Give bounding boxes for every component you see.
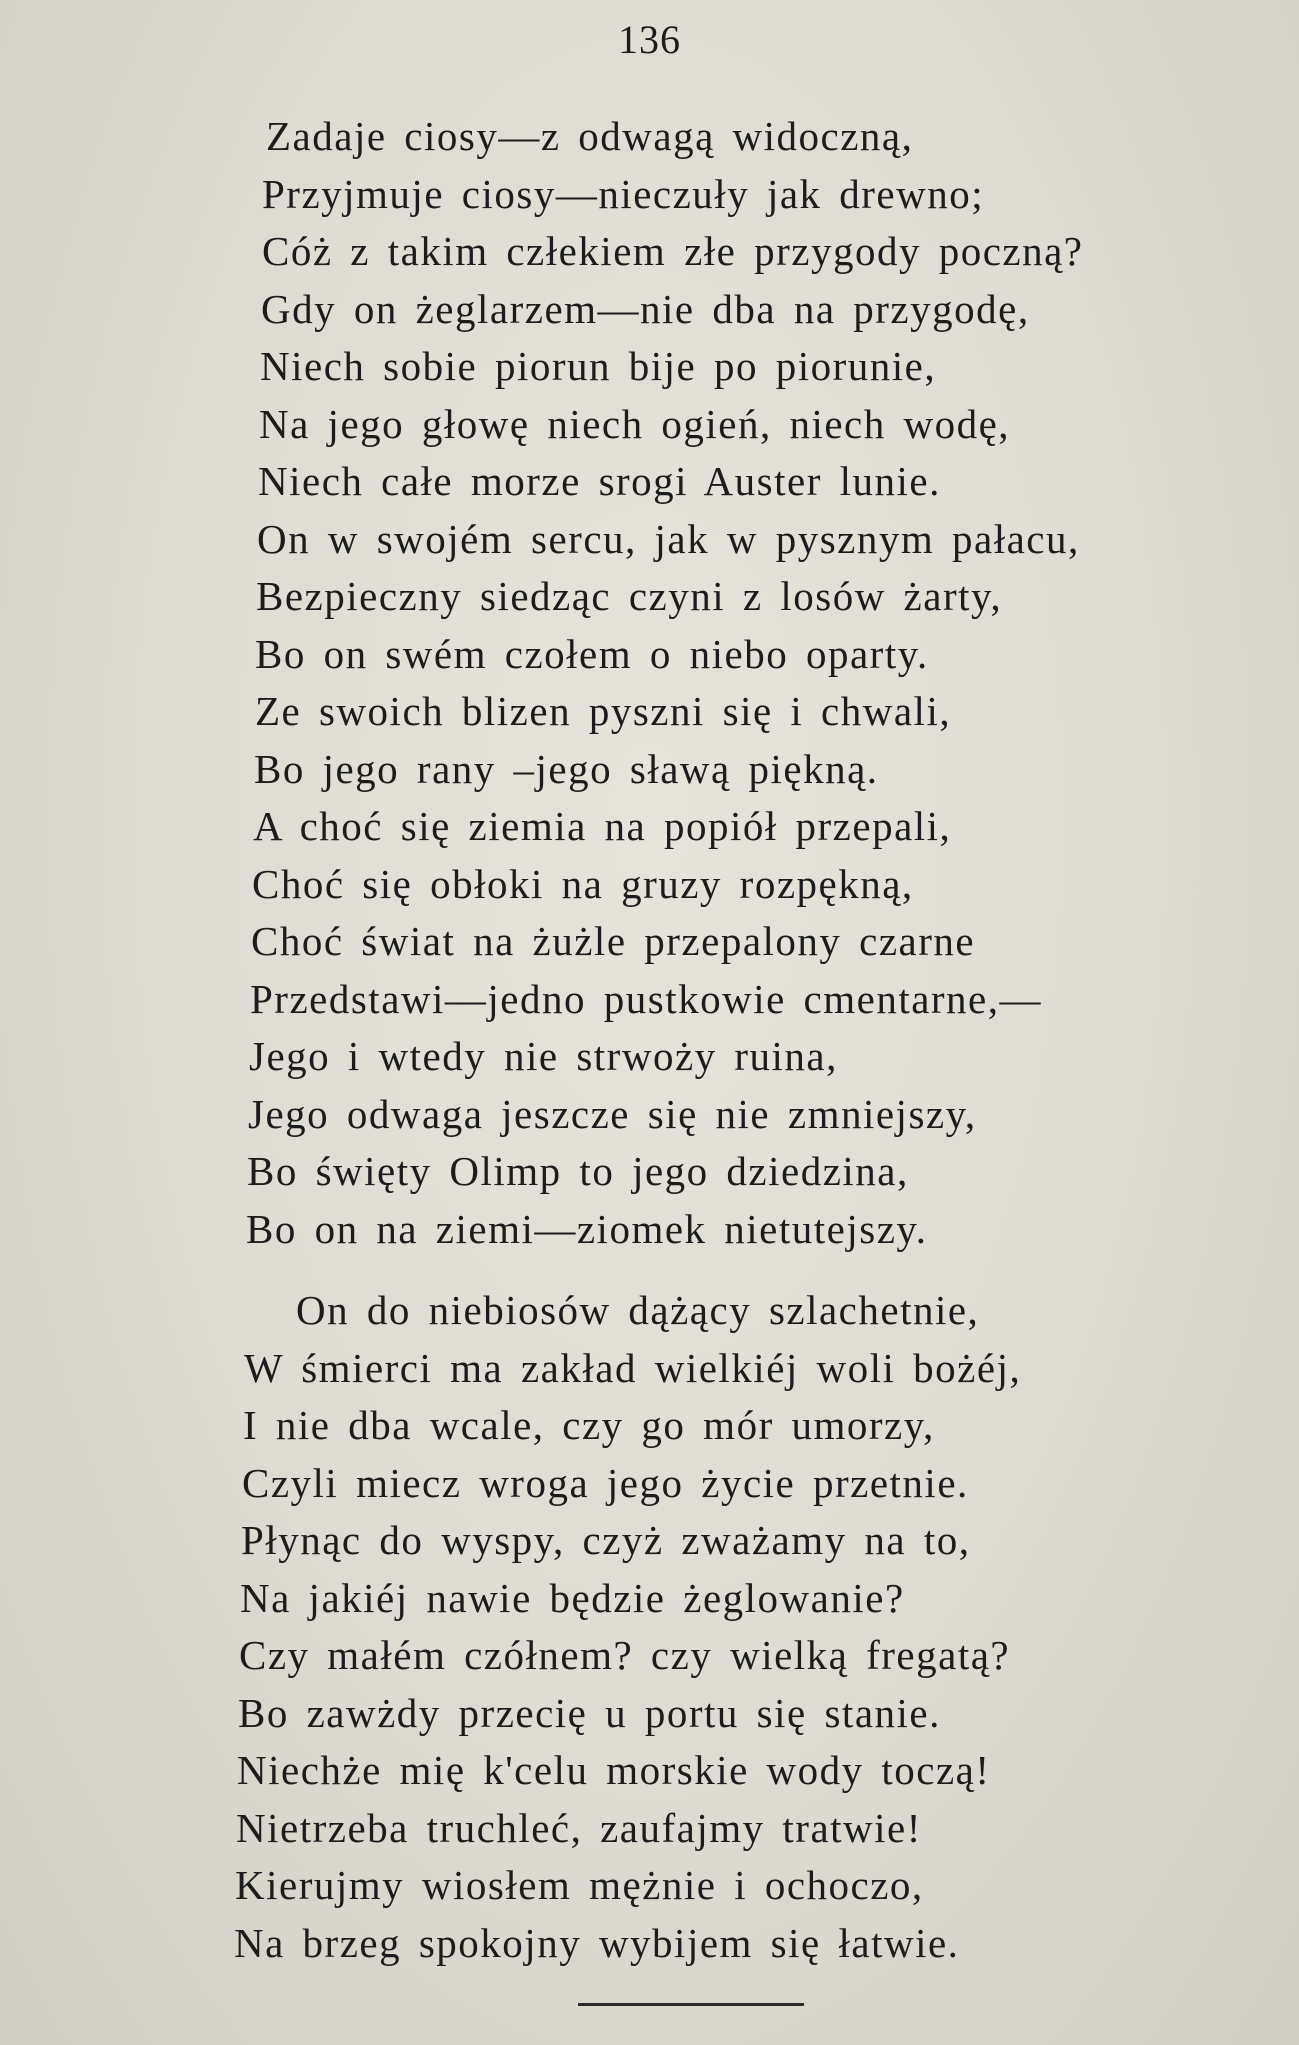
- poem-line: Płynąc do wyspy, czyż zważamy na to,: [241, 1517, 971, 1563]
- poem-line: Na brzeg spokojny wybijem się łatwie.: [234, 1919, 960, 1966]
- poem-line: On w swojém sercu, jak w pysznym pałacu,: [257, 515, 1080, 562]
- poem-line: A choć się ziemia na popiół przepali,: [253, 803, 952, 849]
- poem-line: Cóż z takim człekiem złe przygody poczną?: [262, 228, 1084, 274]
- poem-line: Ze swoich blizen pyszni się i chwali,: [255, 688, 952, 734]
- poem-line: Jego i wtedy nie strwoży ruina,: [249, 1033, 838, 1079]
- poem-line: Bo jego rany –jego sławą piękną.: [254, 745, 879, 792]
- poem-line: Bo święty Olimp to jego dziedzina,: [247, 1148, 909, 1194]
- poem-line: Zadaje ciosy—z odwagą widoczną,: [266, 113, 914, 159]
- poem-line: On do niebiosów dążący szlachetnie,: [296, 1287, 980, 1333]
- poem-line: Czy małém czółnem? czy wielką fregatą?: [239, 1632, 1011, 1678]
- poem-line: Bo on swém czołem o niebo oparty.: [255, 630, 929, 677]
- poem-line: Gdy on żeglarzem—nie dba na przygodę,: [261, 285, 1030, 332]
- poem-line: Przedstawi—jedno pustkowie cmentarne,—: [250, 975, 1043, 1022]
- stanza-gap: [0, 1258, 1299, 1282]
- poem-line: Choć się obłoki na gruzy rozpękną,: [252, 860, 914, 907]
- poem-line: Kierujmy wiosłem mężnie i ochoczo,: [235, 1862, 924, 1908]
- poem-line: Nietrzeba truchleć, zaufajmy tratwie!: [236, 1804, 922, 1851]
- poem-line: Na jego głowę niech ogień, niech wodę,: [259, 400, 1011, 447]
- poem-line: Bo on na ziemi—ziomek nietutejszy.: [246, 1205, 928, 1252]
- poem-line: Na jakiéj nawie będzie żeglowanie?: [240, 1574, 905, 1621]
- poem-line: Niech sobie piorun bije po piorunie,: [260, 343, 937, 389]
- poem-line: Czyli miecz wroga jego życie przetnie.: [242, 1459, 969, 1506]
- poem-line: W śmierci ma zakład wielkiéj woli bożéj,: [244, 1344, 1022, 1391]
- stanza-2: [0, 1282, 1299, 1972]
- poem-line: Niech całe morze srogi Auster lunie.: [258, 458, 941, 504]
- poem-line: I nie dba wcale, czy go mór umorzy,: [243, 1402, 935, 1448]
- poem: [0, 108, 1299, 1972]
- stanza-1: [0, 108, 1299, 1258]
- poem-line: Przyjmuje ciosy—nieczuły jak drewno;: [262, 170, 985, 217]
- page-number: 136: [618, 17, 681, 62]
- poem-line: Jego odwaga jeszcze się nie zmniejszy,: [248, 1090, 977, 1137]
- poem-line: Bezpieczny siedząc czyni z losów żarty,: [256, 573, 1003, 619]
- end-rule: [578, 2003, 804, 2006]
- poem-line: Bo zawżdy przecię u portu się stanie.: [238, 1689, 941, 1736]
- poem-line: Niechże mię k'celu morskie wody toczą!: [237, 1747, 991, 1793]
- poem-line: Choć świat na żużle przepalony czarne: [251, 918, 976, 964]
